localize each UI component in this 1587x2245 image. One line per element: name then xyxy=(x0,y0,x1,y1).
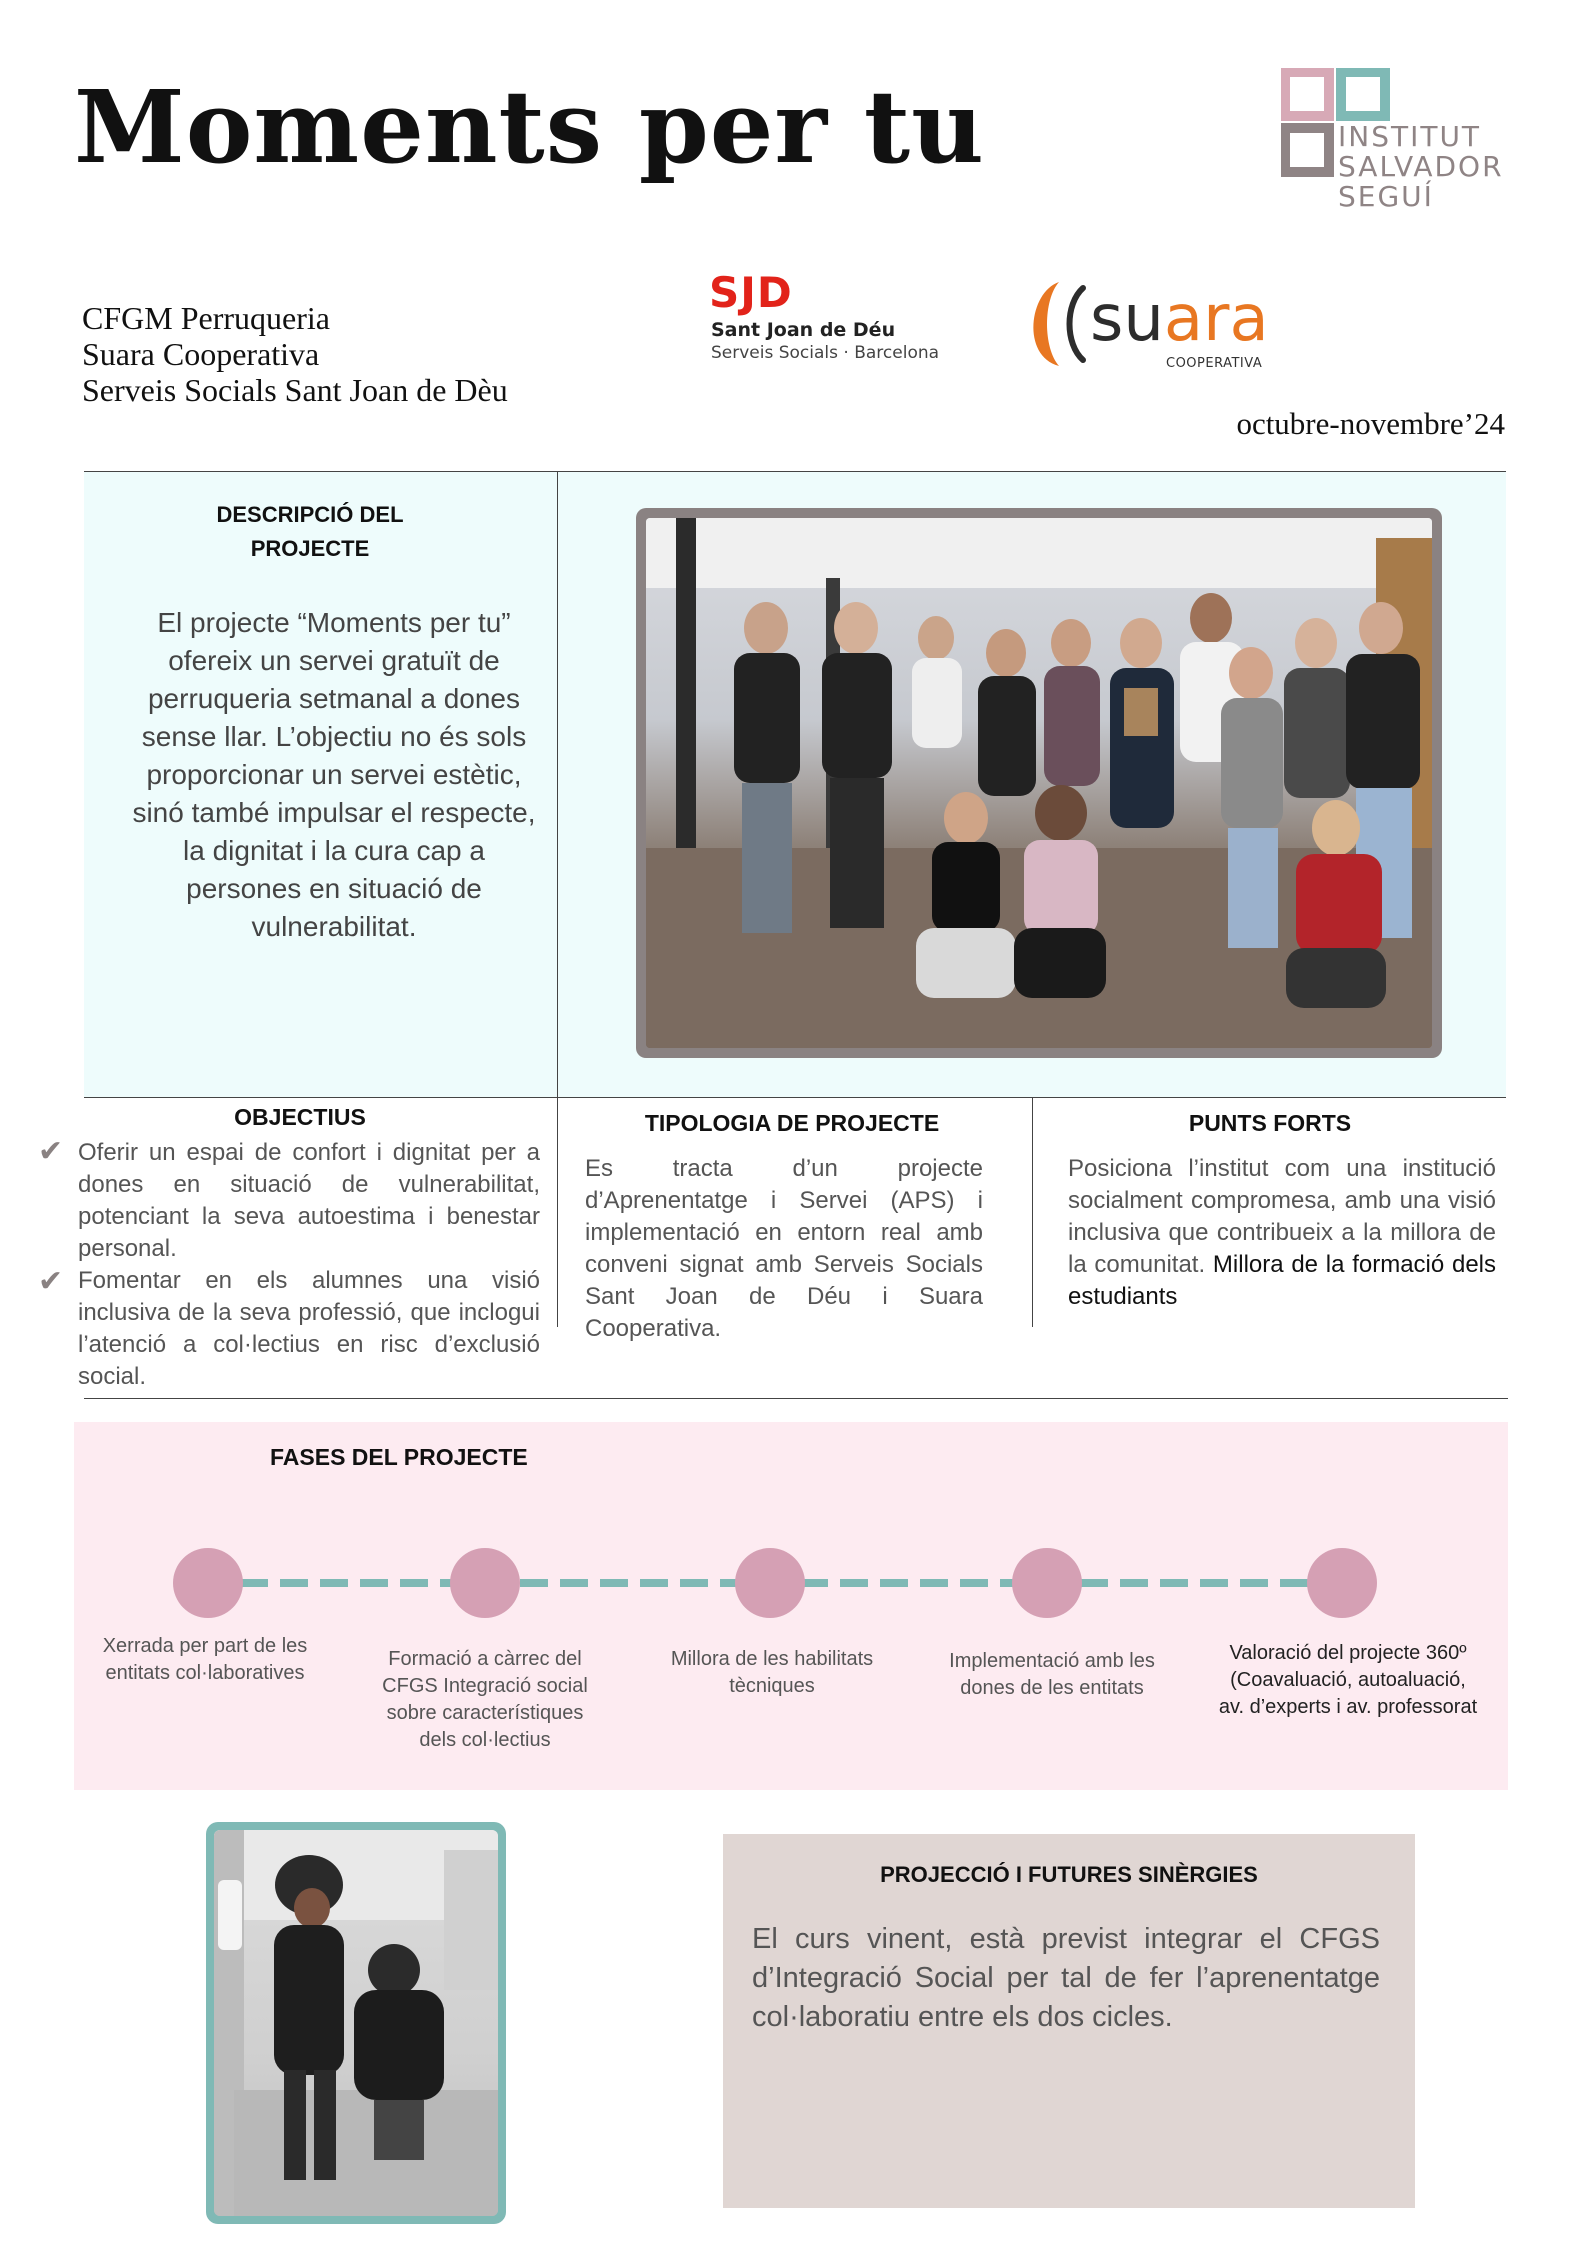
phase-label-1: Xerrada per part de les entitats col·laboratives xyxy=(102,1635,308,1684)
description-heading-line-1: DESCRIPCIÓ DEL xyxy=(216,502,404,527)
divider-typology xyxy=(1032,1097,1033,1327)
suara-logo-subtitle: COOPERATIVA xyxy=(1166,356,1263,371)
objectives-heading: OBJECTIUS xyxy=(234,1104,366,1130)
check-icon: ✔ xyxy=(38,1264,64,1299)
phase-dot-1 xyxy=(173,1548,243,1618)
divider-columns-top xyxy=(84,1097,1506,1098)
sjd-logo-abbr: SJD xyxy=(709,268,793,317)
group-photo-illustration xyxy=(646,518,1432,1048)
phase-dot-4 xyxy=(1012,1548,1082,1618)
page-title: Moments per tu xyxy=(74,68,985,186)
typology-heading: TIPOLOGIA DE PROJECTE xyxy=(644,1110,940,1136)
phase-dot-2 xyxy=(450,1548,520,1618)
typology-text: Es tracta d’un projecte d’Aprenentatge i Servei (APS) i implementació en entorn real amb conveni signat amb Serveis Socials Sant Joan de Déu i Suara Cooperativa. xyxy=(585,1155,983,1342)
suara-word-end: ara xyxy=(1163,282,1269,356)
divider-top xyxy=(84,471,1506,472)
phase-label-5: Valoració del projecte 360º (Coavaluació, autoaluació, av. d’experts i av. professorat xyxy=(1218,1642,1478,1718)
objective-item-2: Fomentar en els alumnes una visió inclusiva de la seva professió, que inclogui l’atenció a col·lectius en risc d’exclusió social. xyxy=(78,1267,540,1390)
phase-dot-3 xyxy=(735,1548,805,1618)
description-text: El projecte “Moments per tu” ofereix un servei gratuït de perruqueria setmanal a dones sense llar. L’objectiu no és sols proporcionar un servei estètic, sinó també impulsar el respecte, la dignitat i la cura cap a persones en situació de vulnerabilitat. xyxy=(132,607,536,942)
strengths-body: Posiciona l’institut com una institució socialment compromesa, amb una visió inclusiva que contribueix a la millora de la comunitat. xyxy=(1068,1155,1496,1278)
sjd-logo-subtitle: Serveis Socials · Barcelona xyxy=(711,343,940,363)
hairdressing-photo-frame xyxy=(206,1822,506,2224)
projection-heading: PROJECCIÓ I FUTURES SINÈRGIES xyxy=(880,1862,1258,1887)
phase-label-4: Implementació amb les dones de les entitats xyxy=(949,1650,1155,1699)
institut-logo-text xyxy=(1338,122,1504,212)
suara-word-start: su xyxy=(1090,282,1164,356)
group-photo xyxy=(646,518,1432,1048)
suara-logo-icon xyxy=(1013,278,1093,370)
organization-3: Serveis Socials Sant Joan de Dèu xyxy=(82,372,508,408)
description-heading xyxy=(200,498,420,566)
hairdressing-photo-illustration xyxy=(214,1830,498,2216)
divider-columns-bottom xyxy=(84,1398,1508,1399)
strengths-highlight: Millora de la formació dels estudiants xyxy=(1068,1251,1496,1310)
strengths-text xyxy=(1068,1153,1496,1313)
description-heading-line-2: PROJECTE xyxy=(250,536,370,561)
hairdressing-photo xyxy=(214,1830,498,2216)
suara-logo-word xyxy=(1090,282,1269,356)
project-date: octubre-novembre’24 xyxy=(1236,406,1505,441)
organization-1: CFGM Perruqueria xyxy=(82,300,330,336)
institut-line-2: SALVADOR xyxy=(1338,150,1504,183)
check-icon: ✔ xyxy=(38,1134,64,1169)
projection-text: El curs vinent, està previst integrar el CFGS d’Integració Social per tal de fer l’aprenentatge col·laboratiu entre els dos cicles. xyxy=(752,1923,1380,2033)
phase-label-3: Millora de les habilitats tècniques xyxy=(670,1648,874,1697)
divider-description xyxy=(557,471,558,1097)
group-photo-frame xyxy=(636,508,1442,1058)
organization-2: Suara Cooperativa xyxy=(82,336,320,372)
institut-line-3: SEGUÍ xyxy=(1338,180,1434,213)
sjd-logo-name: Sant Joan de Déu xyxy=(711,319,896,341)
objective-item-1: Oferir un espai de confort i dignitat per a dones en situació de vulnerabilitat, potenciant la seva autoestima i benestar personal. xyxy=(78,1139,540,1262)
divider-objectives xyxy=(557,1097,558,1327)
organizations-list xyxy=(82,300,508,408)
phase-dot-5 xyxy=(1307,1548,1377,1618)
strengths-heading: PUNTS FORTS xyxy=(1188,1110,1352,1136)
phases-heading: FASES DEL PROJECTE xyxy=(270,1444,528,1470)
institut-line-1: INSTITUT xyxy=(1338,120,1482,153)
phase-label-2: Formació a càrrec del CFGS Integració social sobre característiques dels col·lectius xyxy=(382,1648,588,1751)
